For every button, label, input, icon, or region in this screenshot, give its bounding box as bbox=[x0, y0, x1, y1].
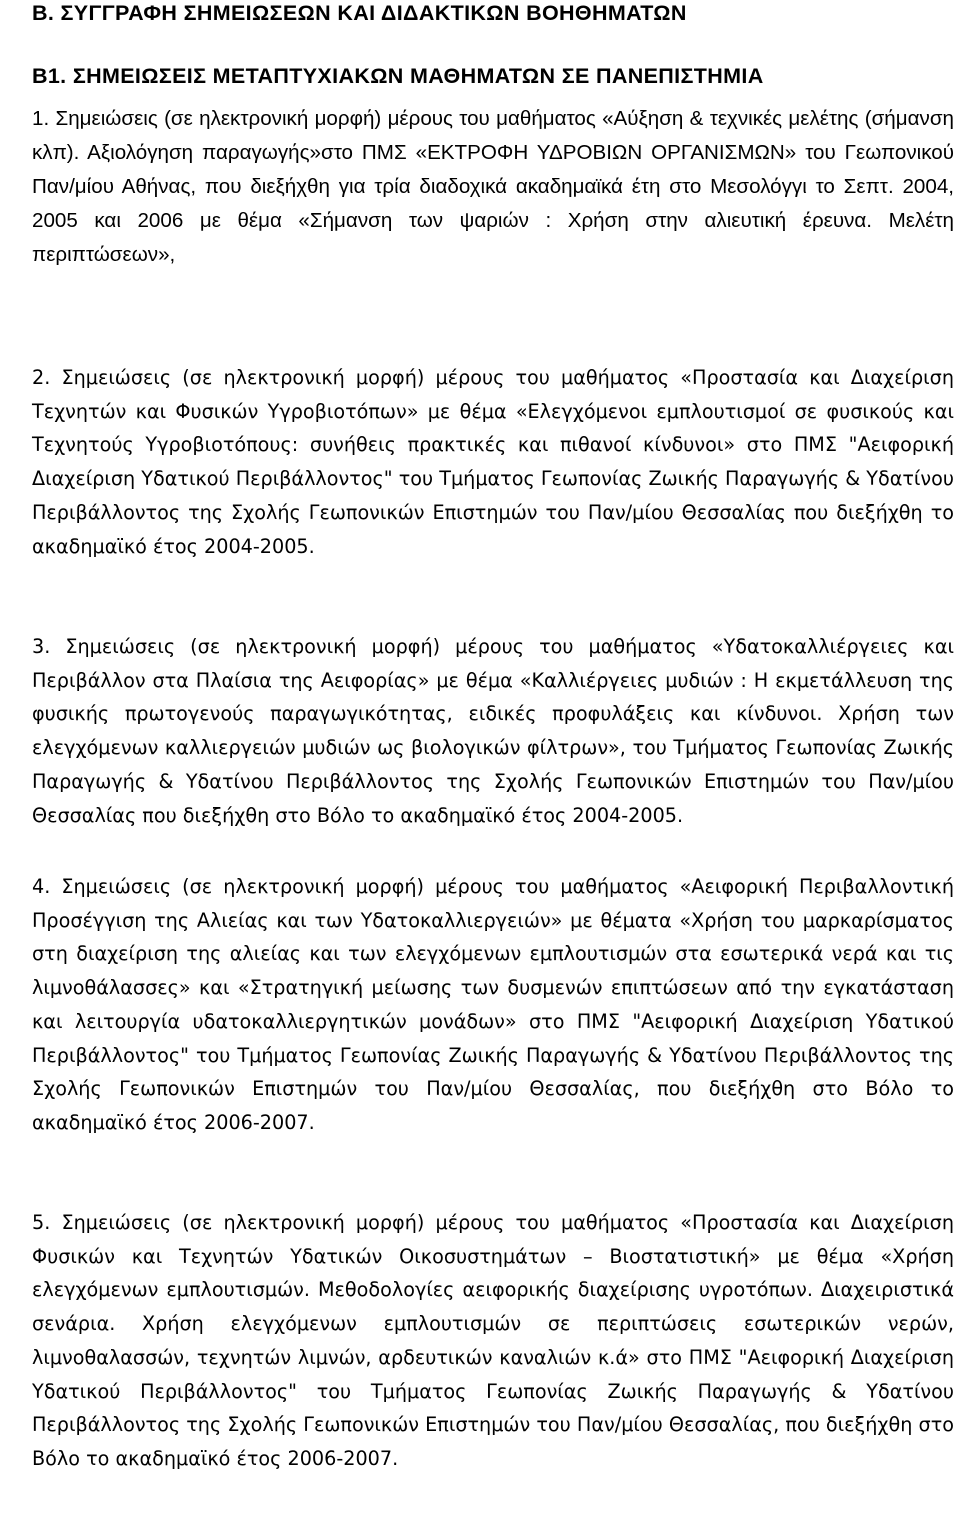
list-item bbox=[32, 870, 954, 1140]
list-item bbox=[32, 361, 954, 563]
item-text: Σημειώσεις (σε ηλεκτρονική μορφή) μέρους του μαθήματος «Υδατοκαλλιέργειες και Περιβάλλον στα Πλαίσια της Αειφορίας» με θέμα «Καλλιέργειες μυδιών : Η εκμετάλλευση της φυσικής πρωτογενούς παραγωγικότητας, ειδικές προφυλάξεις και κίνδυνοι. Χρήση των ελεγχόμενων καλλιεργειών μυδιών ως βιολογικών φίλτρων», του Τμήματος Γεωπονίας Ζωικής Παραγωγής & Υδατίνου Περιβάλλοντος της Σχολής Γεωπονικών Επιστημών του Παν/μίου Θεσσαλίας που διεξήχθη στο Βόλο το ακαδημαϊκό έτος 2004-2005. bbox=[32, 635, 954, 827]
list-item bbox=[32, 1206, 954, 1476]
list-item bbox=[32, 102, 954, 272]
item-text: Σημειώσεις (σε ηλεκτρονική μορφή) μέρους του μαθήματος «Προστασία και Διαχείριση Φυσικών και Τεχνητών Υδατικών Οικοσυστημάτων – Βιοστατιστική» με θέμα «Χρήση ελεγχόμενων εμπλουτισμών. Μεθοδολογίες αειφορικής διαχείρισης υγροτόπων. Διαχειριστικά σενάρια. Χρήση ελεγχόμενων εμπλουτισμών σε περιπτώσεις εσωτερικών νερών, λιμνοθαλασσών, τεχνητών λιμνών, αρδευτικών καναλιών κ.ά» στο ΠΜΣ "Αειφορική Διαχείριση Υδατικού Περιβάλλοντος" του Τμήματος Γεωπονίας Ζωικής Παραγωγής & Υδατίνου Περιβάλλοντος της Σχολής Γεωπονικών Επιστημών του Παν/μίου Θεσσαλίας, που διεξήχθη στο Βόλο το ακαδημαϊκό έτος 2006-2007. bbox=[32, 1211, 954, 1470]
subsection-title: Β1. ΣΗΜΕΙΩΣΕΙΣ ΜΕΤΑΠΤΥΧΙΑΚΩΝ ΜΑΘΗΜΑΤΩΝ ΣΕ ΠΑΝΕΠΙΣΤΗΜΙΑ bbox=[32, 64, 764, 88]
item-text: Σημειώσεις (σε ηλεκτρονική μορφή) μέρους του μαθήματος «Προστασία και Διαχείριση Τεχνητών και Φυσικών Υγροβιοτόπων» με θέμα «Ελεγχόμενοι εμπλουτισμοί σε φυσικούς και Τεχνητούς Υγροβιοτόπους: συνήθεις πρακτικές και πιθανοί κίνδυνοι» στο ΠΜΣ "Αειφορική Διαχείριση Υδατικού Περιβάλλοντος" του Τμήματος Γεωπονίας Ζωικής Παραγωγής & Υδατίνου Περιβάλλοντος της Σχολής Γεωπονικών Επιστημών του Παν/μίου Θεσσαλίας που διεξήχθη το ακαδημαϊκό έτος 2004-2005. bbox=[32, 366, 954, 558]
item-number: 4. bbox=[32, 875, 51, 898]
section-title: Β. ΣΥΓΓΡΑΦΗ ΣΗΜΕΙΩΣΕΩΝ ΚΑΙ ΔΙΔΑΚΤΙΚΩΝ ΒΟΗΘΗΜΑΤΩΝ bbox=[32, 1, 687, 25]
item-number: 5. bbox=[32, 1211, 51, 1234]
item-number: 3. bbox=[32, 635, 51, 658]
item-number: 2. bbox=[32, 366, 51, 389]
item-text: Σημειώσεις (σε ηλεκτρονική μορφή) μέρους του μαθήματος «Αειφορική Περιβαλλοντική Προσέγγιση της Αλιείας και των Υδατοκαλλιεργειών» με θέματα «Χρήση του μαρκαρίσματος στη διαχείριση της αλιείας και των ελεγχόμενων εμπλουτισμών στα εσωτερικά νερά και τις λιμνοθάλασσες» και «Στρατηγική μείωσης των δυσμενών επιπτώσεων από την εγκατάσταση και λειτουργία υδατοκαλλιεργητικών μονάδων» στο ΠΜΣ "Αειφορική Διαχείριση Υδατικού Περιβάλλοντος" του Τμήματος Γεωπονίας Ζωικής Παραγωγής & Υδατίνου Περιβάλλοντος της Σχολής Γεωπονικών Επιστημών του Παν/μίου Θεσσαλίας, που διεξήχθη στο Βόλο το ακαδημαϊκό έτος 2006-2007. bbox=[32, 875, 955, 1134]
item-number: 1. bbox=[32, 107, 50, 130]
item-text: Σημειώσεις (σε ηλεκτρονική μορφή) μέρους του μαθήματος «Αύξηση & τεχνικές μελέτης (σήμανση κλπ). Αξιολόγηση παραγωγής»στο ΠΜΣ «ΕΚΤΡΟΦΗ ΥΔΡΟΒΙΩΝ ΟΡΓΑΝΙΣΜΩΝ» του Γεωπονικού Παν/μίου Αθήνας, που διεξήχθη για τρία διαδοχικά ακαδημαϊκά έτη στο Μεσολόγγι το Σεπτ. 2004, 2005 και 2006 με θέμα «Σήμανση των ψαριών : Χρήση στην αλιευτική έρευνα. Μελέτη περιπτώσεων», bbox=[32, 107, 954, 266]
list-item bbox=[32, 630, 954, 832]
